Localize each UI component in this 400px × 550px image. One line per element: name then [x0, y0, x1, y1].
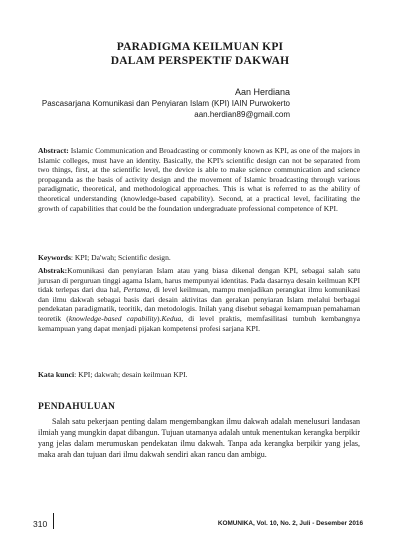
abstrak-italic-3: Kedua, [161, 313, 184, 323]
abstrak-text-1: Komunikasi dan penyiaran Islam atau yang biasa dikenal dengan KPI, sebagai salah satu jurusan di perguruan tinggi agama Islam, harus mempunyai identitas. Pada dasarnya desain keilmuan KPI tidak terlepas dari dua hal, [38, 266, 360, 295]
page-number: 310 [33, 519, 48, 529]
abstrak-text-3: ). [157, 313, 162, 323]
title-line-2: DALAM PERSPEKTIF DAKWAH [110, 55, 290, 67]
title-line-1: PARADIGMA KEILMUAN KPI [116, 41, 284, 53]
keywords-indonesian [38, 370, 360, 380]
page-footer [33, 517, 363, 531]
keywords-text: : KPI; Da'wah; Scientific design. [70, 253, 171, 262]
abstrak-italic-1: Pertama, [123, 285, 152, 295]
footer-divider [53, 513, 54, 529]
journal-citation: KOMUNIKA, Vol. 10, No. 2, Juli - Desember 2016 [217, 520, 363, 527]
kata-kunci-label: Kata kunci [38, 370, 75, 379]
keywords-english [38, 253, 360, 263]
abstrak-text-4: di level praktis, memfasilitasi tumbuh kembangnya kemampuan yang dapat menjadi pijakan kompetensi profesi sarjana KPI. [38, 313, 360, 333]
abstract-english [38, 146, 360, 213]
intro-paragraph: Salah satu pekerjaan penting dalam mengembangkan ilmu dakwah adalah menelusuri landasan ilmiah yang mungkin dapat dibangun. Tujuan utamanya adalah untuk menentukan kerangka berpikir yang jelas dalam merumuskan pendekatan ilmu dakwah. Tanpa ada kerangka berpikir yang jelas, maka arah dan tujuan dari ilmu dakwah sendiri akan rancu dan ambigu. [38, 417, 360, 459]
section-heading: PENDAHULUAN [38, 402, 116, 412]
abstract-text: Islamic Communication and Broadcasting or commonly known as KPI, as one of the majors in Islamic colleges, must have an identity. Basically, the KPI's scientific design can not be separated from two things, first, at the scientific level, the device is able to make science communication and science propaganda as the basis of activity design and the movement of Islamic broadcasting through various paradigmatic, theoretical, and methodological approaches. This is what is referred to as the ability of theoretical understanding (knowledge-based capability). Second, at a practical level, facilitating the growth of capabilities that could be the foundation undergraduate professional competence of KPI. [38, 146, 360, 213]
author-name: Aan Herdiana [234, 87, 290, 97]
abstract-label: Abstract: [38, 146, 69, 155]
abstrak-italic-2: knowledge-based capability [68, 313, 158, 323]
keywords-label: Keywords [38, 253, 71, 262]
affiliation: Pascasarjana Komunikasi dan Penyiaran Islam (KPI) IAIN Purwokerto [41, 99, 290, 108]
paper-title [40, 40, 360, 68]
kata-kunci-text: : KPI; dakwah; desain keilmuan KPI. [74, 370, 188, 379]
author-affiliation-block [0, 99, 290, 120]
abstrak-text-2: di level keilmuan, mampu menjadikan perangkat ilmu komunikasi dan ilmu dakwah sebagai basis dari desain aktivitas dan gerakan penyiaran Islam melalui berbagai pendekatan paradigmatik, teoritik, dan metodologis. Inilah yang disebut sebagai kemampuan pemahaman teoretik ( [38, 285, 360, 323]
abstract-indonesian [38, 266, 360, 333]
abstrak-label: Abstrak: [38, 266, 68, 275]
author-email: aan.herdian89@gmail.com [194, 109, 290, 119]
